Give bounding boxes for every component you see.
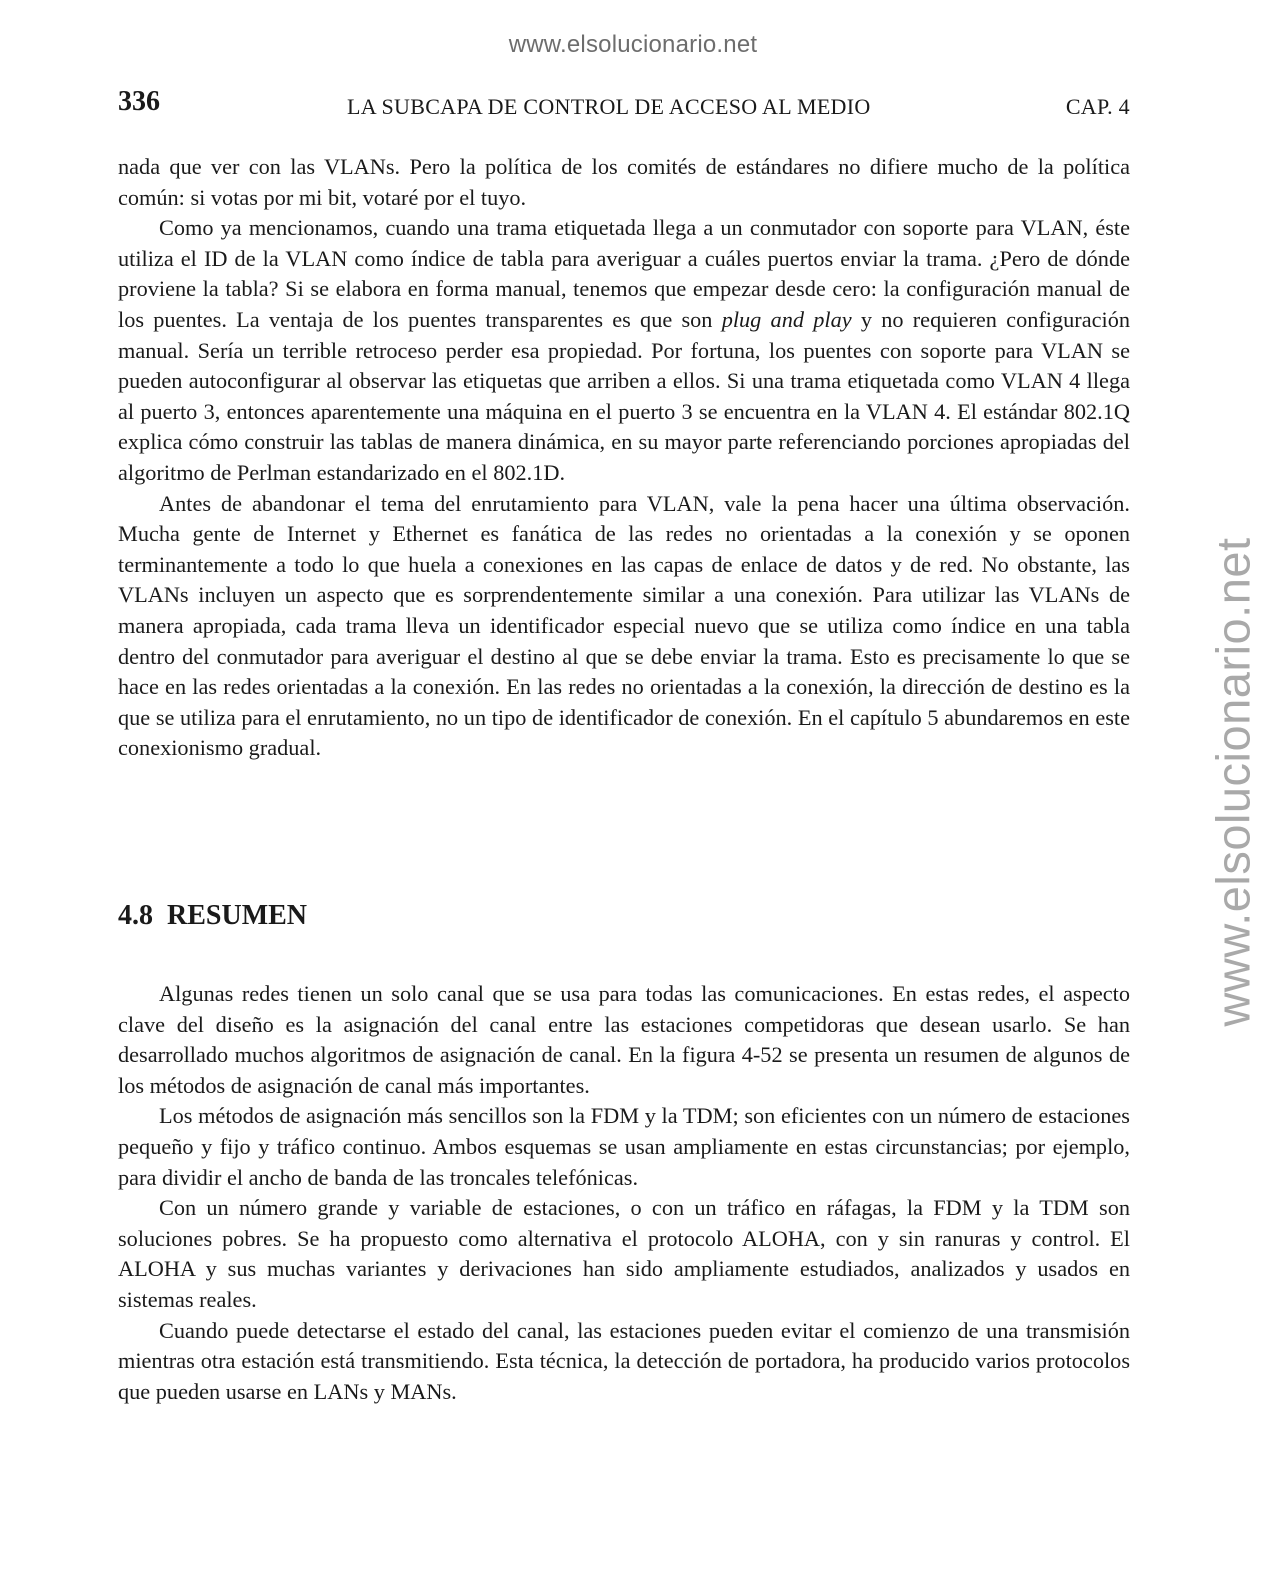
body-text-summary xyxy=(118,979,1130,1407)
paragraph: Antes de abandonar el tema del enrutamiento para VLAN, vale la pena hacer una última observación. Mucha gente de Internet y Ethernet es fanática de las redes no orientadas a la conexión y se oponen terminantemente a todo lo que huela a conexiones en las capas de enlace de datos y de red. No obstante, las VLANs incluyen un aspecto que es sorprendentemente similar a una conexión. Para utilizar las VLANs de manera apropiada, cada trama lleva un identificador especial nuevo que se utiliza como índice en una tabla dentro del conmutador para averiguar el destino al que se debe enviar la trama. Esto es precisamente lo que se hace en las redes orientadas a la conexión. En las redes no orientadas a la conexión, la dirección de destino es la que se utiliza para el enrutamiento, no un tipo de identificador de conexión. En el capítulo 5 abundaremos en este conexionismo gradual. xyxy=(118,490,1130,761)
section-title: RESUMEN xyxy=(167,900,308,931)
paragraph: Algunas redes tienen un solo canal que se usa para todas las comunicaciones. En estas redes, el aspecto clave del diseño es la asignación del canal entre las estaciones competidoras que desean usarlo. Se han desarrollado muchos algoritmos de asignación de canal. En la figura 4-52 se presenta un resumen de algunos de los métodos de asignación de canal más importantes. xyxy=(118,981,1130,1098)
running-title: LA SUBCAPA DE CONTROL DE ACCESO AL MEDIO xyxy=(347,94,871,119)
italic-term: plug and play xyxy=(721,306,852,332)
paragraph-text: y no requieren configuración manual. Sería un terrible retroceso perder esa propiedad. Por fortuna, los puentes con soporte para VLAN se pueden autoconfigurar al observar las etiquetas que arriben a ellos. Si una trama etiquetada como VLAN 4 llega al puerto 3, entonces aparentemente una máquina en el puerto 3 se encuentra en la VLAN 4. El estándar 802.1Q explica cómo construir las tablas de manera dinámica, en su mayor parte referenciando porciones apropiadas del algoritmo de Perlman estandarizado en el 802.1D. xyxy=(118,306,1130,485)
page-number: 336 xyxy=(118,86,160,117)
paragraph: nada que ver con las VLANs. Pero la política de los comités de estándares no difiere mucho de la política común: si votas por mi bit, votaré por el tuyo. xyxy=(118,154,1130,210)
paragraph: Los métodos de asignación más sencillos son la FDM y la TDM; son eficientes con un número de estaciones pequeño y fijo y tráfico continuo. Ambos esquemas se usan ampliamente en estas circunstancias; por ejemplo, para dividir el ancho de banda de las troncales telefónicas. xyxy=(118,1103,1130,1190)
section-heading xyxy=(118,900,307,932)
watermark-top: www.elsolucionario.net xyxy=(508,31,758,58)
chapter-label: CAP. 4 xyxy=(1065,94,1130,119)
watermark-side: www.elsolucionario.net xyxy=(1206,537,1260,1027)
section-number: 4.8 xyxy=(118,900,153,931)
page-header xyxy=(118,86,1130,126)
paragraph: Con un número grande y variable de estaciones, o con un tráfico en ráfagas, la FDM y la TDM son soluciones pobres. Se ha propuesto como alternativa el protocolo ALOHA, con y sin ranuras y control. El ALOHA y sus muchas variantes y derivaciones han sido ampliamente estudiados, analizados y usados en sistemas reales. xyxy=(118,1195,1130,1312)
body-text-top xyxy=(118,152,1130,764)
paragraph: Cuando puede detectarse el estado del canal, las estaciones pueden evitar el comienzo de una transmisión mientras otra estación está transmitiendo. Esta técnica, la detección de portadora, ha producido varios protocolos que pueden usarse en LANs y MANs. xyxy=(118,1317,1130,1404)
paragraph-text: Como ya mencionamos, cuando una trama etiquetada llega a un conmutador con soporte para VLAN, éste utiliza el ID de la VLAN como índice de tabla para averiguar a cuáles puertos enviar la trama. ¿Pero de dónde proviene la tabla? Si se elabora en forma manual, tenemos que empezar desde cero: la configuración manual de los puentes. La ventaja de los puentes transparentes es que son xyxy=(118,215,1130,332)
paragraph xyxy=(118,213,1130,488)
